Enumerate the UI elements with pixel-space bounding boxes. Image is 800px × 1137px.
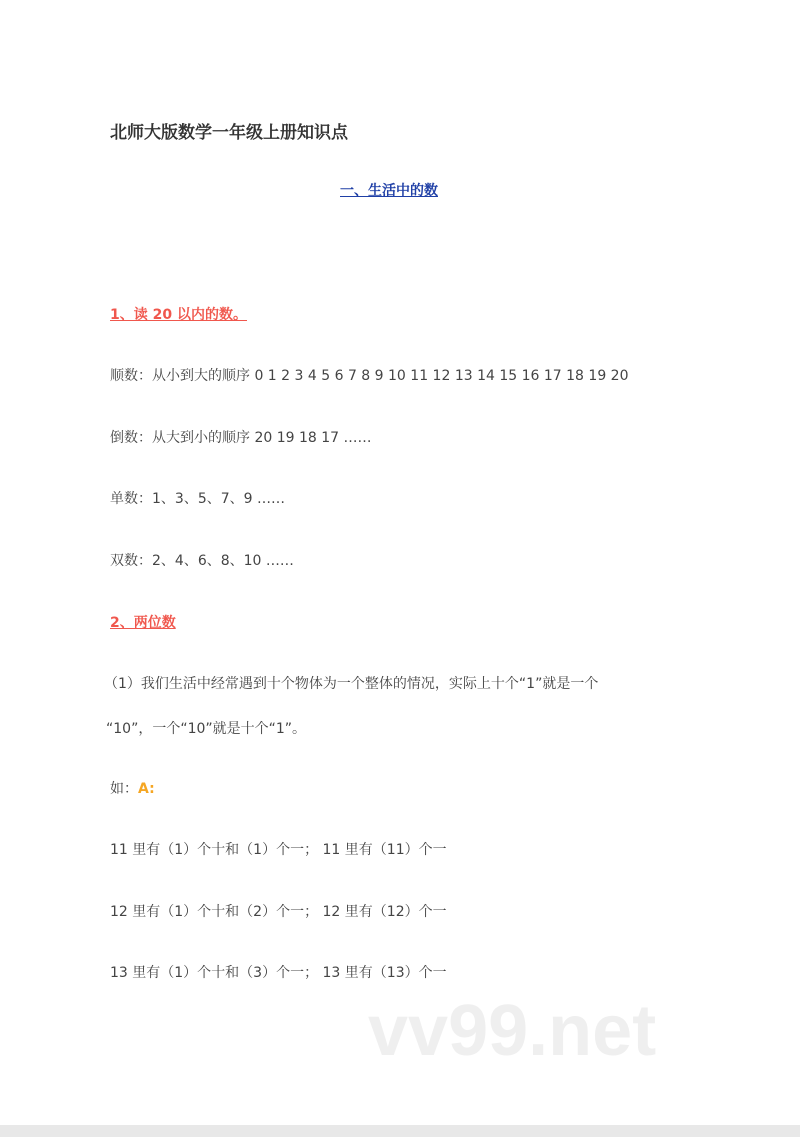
example-label: A: bbox=[138, 781, 155, 797]
example-item: 13 里有（1）个十和（3）个一； 13 里有（13）个一 bbox=[110, 965, 447, 981]
example-line bbox=[110, 778, 155, 798]
page-gap bbox=[0, 1125, 800, 1137]
text-line: 单数：1、3、5、7、9 …… bbox=[110, 491, 285, 507]
example-item: 12 里有（1）个十和（2）个一； 12 里有（12）个一 bbox=[110, 904, 447, 920]
subheading-read-numbers: 1、读 20 以内的数。 bbox=[110, 307, 247, 323]
document-title: 北师大版数学一年级上册知识点 bbox=[110, 123, 348, 143]
subheading-two-digit: 2、两位数 bbox=[110, 615, 176, 631]
text-line: 倒数：从大到小的顺序 20 19 18 17 …… bbox=[110, 430, 372, 446]
example-prefix: 如： bbox=[110, 781, 138, 797]
section-heading: 一、生活中的数 bbox=[340, 183, 438, 199]
paragraph-line: “10”，一个“10”就是十个“1”。 bbox=[106, 721, 307, 737]
example-item: 11 里有（1）个十和（1）个一； 11 里有（11）个一 bbox=[110, 842, 447, 858]
paragraph-line: （1）我们生活中经常遇到十个物体为一个整体的情况，实际上十个“1”就是一个 bbox=[104, 676, 599, 692]
text-line: 顺数：从小到大的顺序 0 1 2 3 4 5 6 7 8 9 10 11 12 13 14 15 16 17 18 19 20 bbox=[110, 368, 629, 384]
watermark: vv99.net bbox=[368, 991, 657, 1071]
text-line: 双数：2、4、6、8、10 …… bbox=[110, 553, 294, 569]
